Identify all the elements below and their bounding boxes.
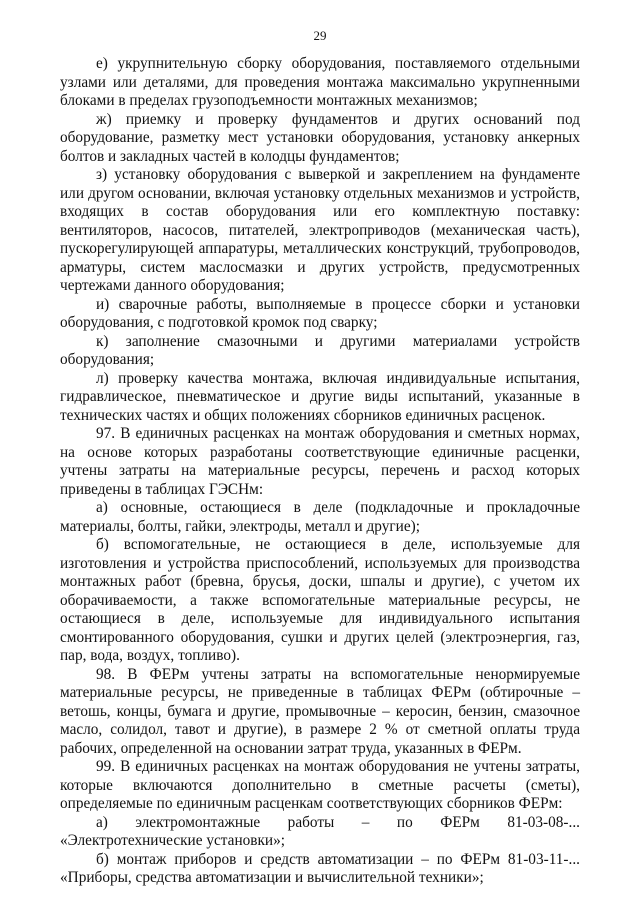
paragraph-e: е) укрупнительную сборку оборудования, поставляемого отдельными узлами или деталями, для проведения монтажа максимально укрупненными блоками в пределах грузоподъемности монтажных механизмов;: [60, 55, 580, 109]
clause-97-item-b: б) вспомогательные, не остающиеся в деле, используемые для изготовления и устройства приспособлений, используемых для производства монтажных работ (бревна, брусья, доски, шпалы и другие), с учетом их оборачиваемости, а также вспомогательные материальные ресурсы, не остающиеся в деле, используемые для индивидуального испытания смонтированного оборудования, сушки и других целей (электроэнергия, газ, пар, вода, воздух, топливо).: [60, 536, 580, 664]
clause-97: 97. В единичных расценках на монтаж оборудования и сметных нормах, на основе которых разработаны соответствующие единичные расценки, учтены затраты на материальные ресурсы, перечень и расход которых приведены в таблицах ГЭСНм:: [60, 425, 580, 498]
paragraph-k: к) заполнение смазочными и другими материалами устройств оборудования;: [60, 332, 580, 368]
paragraph-zh: ж) приемку и проверку фундаментов и других оснований под оборудование, разметку мест установки оборудования, установку анкерных болтов и закладных частей в колодцы фундаментов;: [60, 110, 580, 165]
clause-99: 99. В единичных расценках на монтаж оборудования не учтены затраты, которые включаются дополнительно в сметные расчеты (сметы), определяемые по единичным расценкам соответствующих сборников ФЕРм:: [60, 758, 580, 812]
document-body: [60, 55, 580, 888]
clause-98: 98. В ФЕРм учтены затраты на вспомогательные ненормируемые материальные ресурсы, не приведенные в таблицах ФЕРм (обтирочные – ветошь, концы, бумага и другие, промывочные – керосин, бензин, смазочное масло, солидол, тавот и другие), в размере 2 % от сметной оплаты труда рабочих, определенной на основании затрат труда, указанных в ФЕРм.: [60, 665, 580, 757]
paragraph-l: л) проверку качества монтажа, включая индивидуальные испытания, гидравлическое, пневматическое и другие виды испытаний, указанные в технических частях и общих положениях сборников единичных расценок.: [60, 369, 580, 424]
paragraph-z: з) установку оборудования с выверкой и закреплением на фундаменте или другом основании, включая установку отдельных механизмов и устройств, входящих в состав оборудования или его комплектную поставку: вентиляторов, насосов, питателей, электроприводов (механическая часть), пускорегулирующей аппаратуры, металлических конструкций, трубопроводов, арматуры, систем маслосмазки и других устройств, предусмотренных чертежами данного оборудования;: [60, 166, 580, 294]
paragraph-i: и) сварочные работы, выполняемые в процессе сборки и установки оборудования, с подготовкой кромок под сварку;: [60, 295, 580, 331]
clause-99-item-a: а) электромонтажные работы – по ФЕРм 81-03-08-... «Электротехнические установки»;: [60, 813, 580, 849]
clause-97-item-a: а) основные, остающиеся в деле (подкладочные и прокладочные материалы, болты, гайки, электроды, металл и другие);: [60, 499, 580, 535]
clause-99-item-b: б) монтаж приборов и средств автоматизации – по ФЕРм 81-03-11-... «Приборы, средства автоматизации и вычислительной техники»;: [60, 850, 580, 886]
page-number: 29: [313, 28, 327, 43]
